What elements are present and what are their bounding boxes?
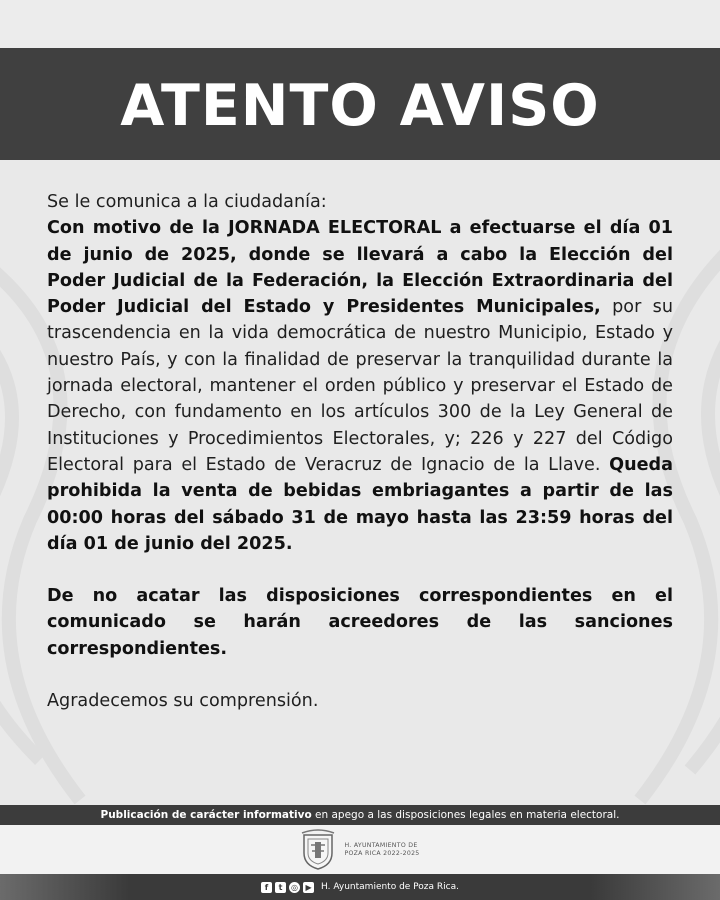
org-line-2: POZA RICA 2022-2025 <box>344 849 420 857</box>
logo-row <box>0 825 720 874</box>
municipal-crest-icon <box>300 829 336 871</box>
social-bar <box>0 874 720 900</box>
sanctions-paragraph: De no acatar las disposiciones correspondientes en el comunicado se harán acreedores de las sanciones correspondientes. <box>47 586 673 659</box>
twitter-icon[interactable]: t <box>275 882 286 893</box>
notice-body <box>47 189 673 714</box>
disclaimer-rest: en apego a las disposiciones legales en materia electoral. <box>311 809 620 821</box>
org-name <box>344 842 419 858</box>
bold-intro: Con motivo de la JORNADA ELECTORAL a efectuarse el día 01 de junio de 2025, donde se llevará a cabo la Elección del Poder Judicial de la Federación, la Elección Extraordinaria del Poder Judicial del Estado y Presidentes Municipales, <box>47 218 673 318</box>
regular-text: por su trascendencia en la vida democrática de nuestro Municipio, Estado y nuestro País, y con la finalidad de preservar la tranquilidad durante la jornada electoral, mantener el orden público y preservar el Estado de Derecho, con fundamento en los artículos 300 de la Ley General de Instituciones y Procedimientos Electorales, y; 226 y 227 del Código Electoral para el Estado de Veracruz de Ignacio de la Llave. <box>47 297 674 475</box>
social-handle: H. Ayuntamiento de Poza Rica. <box>321 882 459 892</box>
thanks-text: Agradecemos su comprensión. <box>47 691 319 712</box>
instagram-icon[interactable]: ◎ <box>289 882 300 893</box>
disclaimer-bar <box>0 805 720 825</box>
prohibition-text: Queda prohibida la venta de bebidas embriagantes a partir de las 00:00 horas del sábado 31 de mayo hasta las 23:59 horas del día 01 de junio del 2025. <box>47 454 673 554</box>
greeting-text: Se le comunica a la ciudadanía: <box>47 192 327 212</box>
youtube-icon[interactable]: ▶ <box>303 882 314 893</box>
main-paragraph <box>47 215 673 557</box>
disclaimer-bold: Publicación de carácter informativo <box>100 809 312 821</box>
facebook-icon[interactable]: f <box>261 882 272 893</box>
header-banner <box>0 48 720 160</box>
top-strip <box>0 0 720 48</box>
page-title: ATENTO AVISO <box>120 73 600 139</box>
org-line-1: H. AYUNTAMIENTO DE <box>344 841 418 849</box>
